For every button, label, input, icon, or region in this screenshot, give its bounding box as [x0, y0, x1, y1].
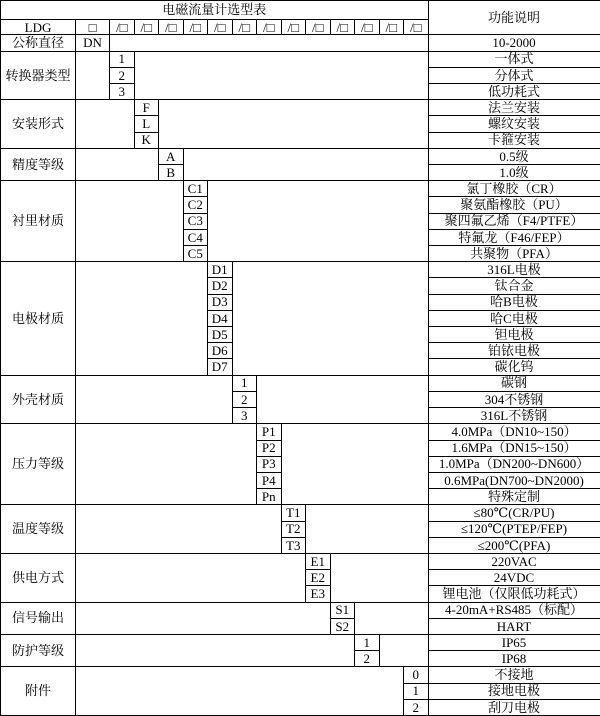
option-description: 聚四氟乙烯（F4/PTFE） [428, 213, 600, 229]
option-code: D4 [208, 310, 233, 326]
option-code: E3 [306, 586, 331, 602]
option-description: 不接地 [428, 667, 600, 683]
option-description: 卡箍安装 [428, 132, 600, 148]
option-code: 3 [232, 408, 257, 424]
option-code: T1 [281, 505, 306, 521]
option-code: 2 [232, 391, 257, 407]
option-code: F [134, 100, 159, 116]
option-row [1, 505, 600, 521]
category-label: 安装形式 [1, 100, 76, 149]
option-row [1, 667, 600, 683]
empty-grid-cell [330, 553, 428, 602]
option-code: L [134, 116, 159, 132]
option-description: 1.6MPa（DN15~150） [428, 440, 600, 456]
option-code: 1 [404, 683, 429, 699]
empty-grid-cell [76, 181, 184, 262]
category-label: 公称直径 [1, 35, 76, 51]
option-code: S2 [330, 618, 355, 634]
option-code: C5 [183, 246, 208, 262]
order-code-slash-box: /□ [355, 20, 380, 35]
option-description: 聚氨酯橡胶（PU） [428, 197, 600, 213]
empty-grid-cell [76, 553, 306, 602]
order-code-slash-box: /□ [134, 20, 159, 35]
order-code-slash-box: /□ [110, 20, 135, 35]
option-description: ≤120℃(PTEP/FEP) [428, 521, 600, 537]
option-code: E1 [306, 553, 331, 569]
option-description: 锂电池（仅限低功耗式） [428, 586, 600, 602]
category-label: 精度等级 [1, 148, 76, 180]
order-code-slash-box: /□ [257, 20, 282, 35]
option-row [1, 262, 600, 278]
option-code: T3 [281, 537, 306, 553]
option-row [1, 51, 600, 67]
option-description: 特殊定制 [428, 489, 600, 505]
option-description: 钽电极 [428, 327, 600, 343]
option-description: ≤200℃(PFA) [428, 537, 600, 553]
option-code: D5 [208, 327, 233, 343]
option-code: 2 [404, 699, 429, 715]
order-code-slash-box: /□ [159, 20, 184, 35]
category-label: 防护等级 [1, 634, 76, 666]
option-code: D3 [208, 294, 233, 310]
option-description: 法兰安装 [428, 100, 600, 116]
empty-grid-cell [183, 148, 428, 180]
category-label: 衬里材质 [1, 181, 76, 262]
order-code-slash-box: /□ [281, 20, 306, 35]
order-code-box: □ [76, 20, 110, 35]
option-description: 316L电极 [428, 262, 600, 278]
option-description: 220VAC [428, 553, 600, 569]
option-description: 接地电极 [428, 683, 600, 699]
option-row [1, 602, 600, 618]
option-code: C1 [183, 181, 208, 197]
option-row [1, 553, 600, 569]
option-description: 哈C电极 [428, 310, 600, 326]
option-code: 1 [232, 375, 257, 391]
option-code: P4 [257, 472, 282, 488]
option-row [1, 35, 600, 51]
option-description: 特氟龙（F46/FEP） [428, 229, 600, 245]
option-code: 0 [404, 667, 429, 683]
option-description: 刮刀电极 [428, 699, 600, 715]
option-row [1, 100, 600, 116]
empty-grid-cell [159, 100, 429, 149]
option-code: P1 [257, 424, 282, 440]
option-code: C4 [183, 229, 208, 245]
order-code-slash-box: /□ [306, 20, 331, 35]
option-code: C3 [183, 213, 208, 229]
option-description: 316L不锈钢 [428, 408, 600, 424]
option-description: IP65 [428, 634, 600, 650]
option-description: 1.0级 [428, 165, 600, 181]
option-row [1, 148, 600, 164]
option-code: D1 [208, 262, 233, 278]
category-label: 转换器类型 [1, 51, 76, 100]
category-label: 外壳材质 [1, 375, 76, 424]
option-code: 2 [355, 651, 380, 667]
option-code: B [159, 165, 184, 181]
option-code: D6 [208, 343, 233, 359]
empty-grid-cell [76, 634, 355, 666]
option-row [1, 181, 600, 197]
option-code: T2 [281, 521, 306, 537]
empty-grid-cell [76, 505, 282, 554]
empty-grid-cell [76, 148, 159, 180]
option-code: 2 [110, 67, 135, 83]
option-description: 碳钢 [428, 375, 600, 391]
option-code: 1 [110, 51, 135, 67]
option-code: D2 [208, 278, 233, 294]
category-label: 供电方式 [1, 553, 76, 602]
option-description: 4.0MPa（DN10~150） [428, 424, 600, 440]
empty-grid-cell [76, 51, 110, 100]
category-label: 附件 [1, 667, 76, 716]
option-description: 螺纹安装 [428, 116, 600, 132]
option-description: 碳化钨 [428, 359, 600, 375]
order-code-slash-box: /□ [183, 20, 208, 35]
empty-grid-cell [76, 375, 233, 424]
option-description: 钛合金 [428, 278, 600, 294]
function-column-header: 功能说明 [428, 1, 600, 35]
option-row [1, 375, 600, 391]
empty-grid-cell [134, 51, 428, 100]
option-description: 哈B电极 [428, 294, 600, 310]
option-description: 一体式 [428, 51, 600, 67]
option-description: 24VDC [428, 570, 600, 586]
empty-grid-cell [76, 262, 208, 375]
option-code: P3 [257, 456, 282, 472]
option-code: 1 [355, 634, 380, 650]
option-description: 1.0MPa（DN200~DN600） [428, 456, 600, 472]
option-code: Pn [257, 489, 282, 505]
empty-grid-cell [76, 667, 404, 716]
empty-grid-cell [355, 602, 429, 634]
option-code: E2 [306, 570, 331, 586]
option-code: K [134, 132, 159, 148]
empty-grid-cell [208, 181, 429, 262]
empty-grid-cell [76, 100, 135, 149]
empty-grid-cell [110, 35, 429, 51]
option-description: ≤80℃(CR/PU) [428, 505, 600, 521]
empty-grid-cell [257, 375, 429, 424]
option-code: 3 [110, 84, 135, 100]
order-code-slash-box: /□ [208, 20, 233, 35]
option-code: P2 [257, 440, 282, 456]
option-description: 共聚物（PFA） [428, 246, 600, 262]
order-code-slash-box: /□ [404, 20, 429, 35]
option-code: A [159, 148, 184, 164]
option-description: 氯丁橡胶（CR） [428, 181, 600, 197]
order-code-slash-box: /□ [330, 20, 355, 35]
category-label: 电极材质 [1, 262, 76, 375]
option-description: 0.5级 [428, 148, 600, 164]
option-description: HART [428, 618, 600, 634]
model-code: LDG [1, 20, 76, 35]
empty-grid-cell [281, 424, 428, 505]
option-description: 10-2000 [428, 35, 600, 51]
order-code-slash-box: /□ [379, 20, 404, 35]
option-code: D7 [208, 359, 233, 375]
category-label: 信号输出 [1, 602, 76, 634]
category-label: 温度等级 [1, 505, 76, 554]
option-description: 铂铱电极 [428, 343, 600, 359]
option-description: 0.6MPa(DN700~DN2000) [428, 472, 600, 488]
empty-grid-cell [232, 262, 428, 375]
option-row [1, 424, 600, 440]
order-code-slash-box: /□ [232, 20, 257, 35]
empty-grid-cell [76, 424, 257, 505]
option-description: 低功耗式 [428, 84, 600, 100]
option-description: 分体式 [428, 67, 600, 83]
category-label: 压力等级 [1, 424, 76, 505]
option-code: DN [76, 35, 110, 51]
table-title: 电磁流量计选型表 [1, 1, 429, 20]
option-code: C2 [183, 197, 208, 213]
option-code: S1 [330, 602, 355, 618]
empty-grid-cell [306, 505, 429, 554]
option-row [1, 634, 600, 650]
option-description: 304不锈钢 [428, 391, 600, 407]
option-description: IP68 [428, 651, 600, 667]
empty-grid-cell [379, 634, 428, 666]
empty-grid-cell [76, 602, 331, 634]
option-description: 4-20mA+RS485（标配） [428, 602, 600, 618]
